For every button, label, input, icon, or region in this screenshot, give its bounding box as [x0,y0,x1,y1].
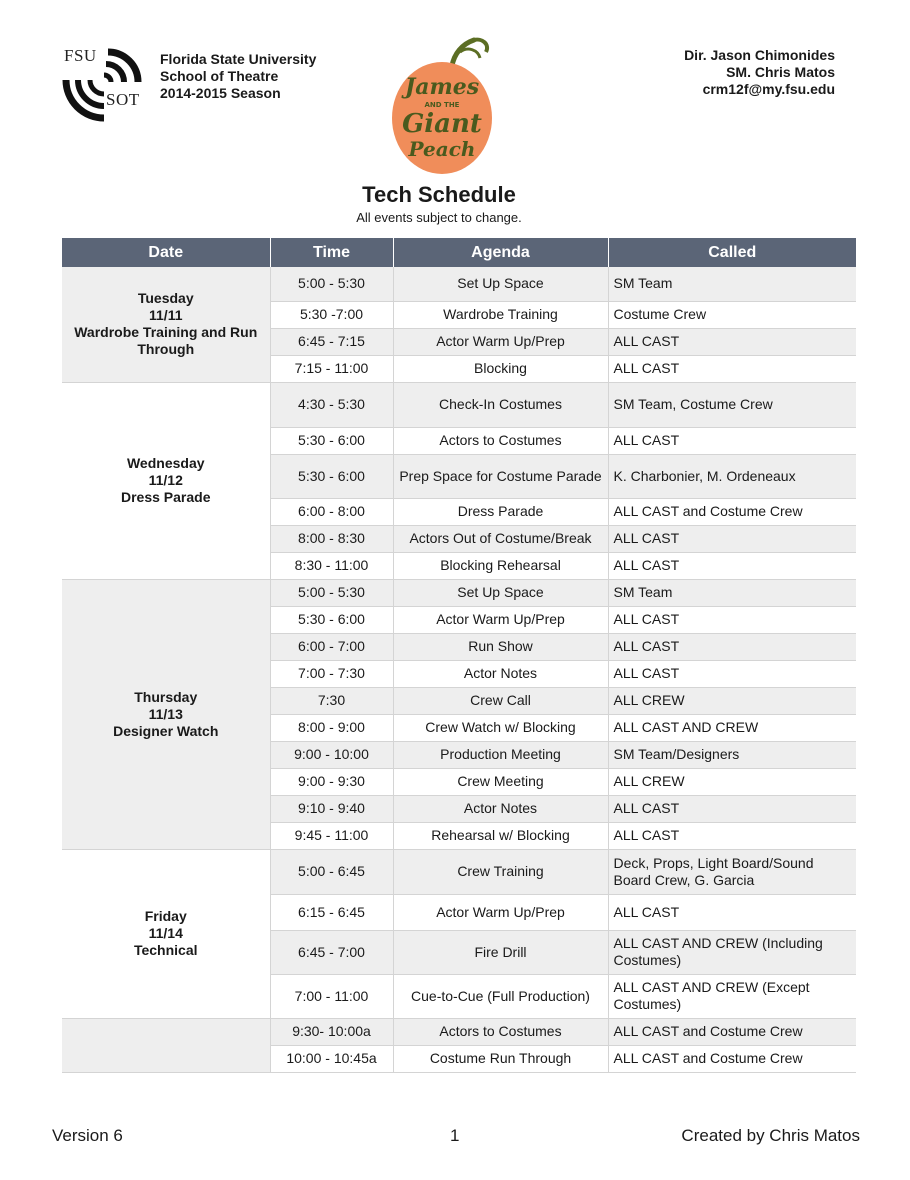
agenda-cell: Check-In Costumes [393,382,608,427]
contact-email: crm12f@my.fsu.edu [702,81,835,97]
agenda-cell: Crew Call [393,687,608,714]
date-cell-line: 11/11 [149,307,183,324]
called-cell: ALL CAST [608,427,856,454]
time-cell: 6:00 - 8:00 [270,498,393,525]
time-cell: 7:30 [270,687,393,714]
time-cell: 9:00 - 9:30 [270,768,393,795]
called-cell: ALL CAST [608,795,856,822]
column-header-called: Called [608,238,856,267]
time-cell: 4:30 - 5:30 [270,382,393,427]
called-cell: ALL CAST AND CREW (Except Costumes) [608,974,856,1018]
peach-word-james: James [404,74,480,100]
called-cell: ALL CAST and Costume Crew [608,1045,856,1072]
called-cell: Costume Crew [608,301,856,328]
contacts [684,47,835,98]
called-cell: ALL CAST [608,606,856,633]
table-body [62,267,856,1072]
date-cell [62,579,270,849]
date-cell-line: Friday [144,908,187,924]
footer-version: Version 6 [52,1126,123,1145]
fsu-sot-logo [62,42,152,122]
agenda-cell: Run Show [393,633,608,660]
time-cell: 6:45 - 7:15 [270,328,393,355]
date-cell-line: 11/14 [148,925,183,941]
time-cell: 5:00 - 5:30 [270,579,393,606]
agenda-cell: Blocking [393,355,608,382]
column-header-agenda: Agenda [393,238,608,267]
date-cell [62,267,270,382]
agenda-cell: Actor Notes [393,660,608,687]
school-line: 2014-2015 Season [160,85,281,101]
peach-word-giant: Giant [402,109,482,139]
agenda-cell: Prep Space for Costume Parade [393,454,608,498]
agenda-cell: Crew Watch w/ Blocking [393,714,608,741]
agenda-cell: Dress Parade [393,498,608,525]
date-cell-line: Tuesday [137,290,194,307]
contact-stage-manager: SM. Chris Matos [726,64,835,80]
contact-director: Dir. Jason Chimonides [684,47,835,63]
agenda-cell: Actors Out of Costume/Break [393,525,608,552]
date-cell-line: Dress Parade [120,489,211,505]
time-cell: 9:30- 10:00a [270,1018,393,1045]
called-cell: ALL CAST [608,822,856,849]
agenda-cell: Blocking Rehearsal [393,552,608,579]
agenda-cell: Costume Run Through [393,1045,608,1072]
agenda-cell: Actor Notes [393,795,608,822]
time-cell: 9:10 - 9:40 [270,795,393,822]
time-cell: 5:00 - 5:30 [270,267,393,301]
time-cell: 5:30 - 6:00 [270,427,393,454]
time-cell: 5:00 - 6:45 [270,849,393,894]
called-cell: ALL CAST and Costume Crew [608,1018,856,1045]
called-cell: ALL CAST [608,328,856,355]
peach-word-and-the: AND THE [424,101,460,109]
school-info [160,51,316,102]
agenda-cell: Wardrobe Training [393,301,608,328]
date-cell-line: 11/13 [148,705,183,722]
table-row [62,382,856,427]
table-row [62,267,856,301]
agenda-cell: Actors to Costumes [393,1018,608,1045]
page-subtitle: All events subject to change. [356,210,522,225]
agenda-cell: Crew Training [393,849,608,894]
time-cell: 7:00 - 7:30 [270,660,393,687]
called-cell: ALL CAST and Costume Crew [608,498,856,525]
column-header-date: Date [62,238,270,267]
time-cell: 5:30 -7:00 [270,301,393,328]
called-cell: SM Team/Designers [608,741,856,768]
called-cell: ALL CAST [608,355,856,382]
logo-text-fsu: FSU [64,46,97,65]
time-cell: 6:45 - 7:00 [270,930,393,974]
called-cell: ALL CAST [608,894,856,930]
peach-word-peach: Peach [408,137,476,161]
date-cell [62,849,270,1018]
agenda-cell: Actor Warm Up/Prep [393,328,608,355]
page-title: Tech Schedule [362,182,516,207]
time-cell: 7:15 - 11:00 [270,355,393,382]
called-cell: K. Charbonier, M. Ordeneaux [608,454,856,498]
date-cell-line: Thursday [134,688,198,705]
called-cell: ALL CAST [608,525,856,552]
called-cell: SM Team [608,579,856,606]
agenda-cell: Actor Warm Up/Prep [393,606,608,633]
time-cell: 5:30 - 6:00 [270,606,393,633]
footer-credit: Created by Chris Matos [681,1126,860,1145]
date-cell-line: Wednesday [126,455,205,471]
agenda-cell: Set Up Space [393,267,608,301]
called-cell: SM Team, Costume Crew [608,382,856,427]
time-cell: 7:00 - 11:00 [270,974,393,1018]
date-cell-line: Wardrobe Training and Run Through [74,324,258,358]
called-cell: Deck, Props, Light Board/Sound Board Crew, G. Garcia [608,849,856,894]
table-row [62,1018,856,1045]
called-cell: ALL CAST AND CREW (Including Costumes) [608,930,856,974]
time-cell: 5:30 - 6:00 [270,454,393,498]
called-cell: ALL CREW [608,768,856,795]
school-line: Florida State University [160,51,317,67]
called-cell: ALL CAST AND CREW [608,714,856,741]
table-header-row [62,238,856,267]
peach-show-logo [382,36,500,176]
footer-page-number: 1 [450,1126,460,1145]
table-row [62,579,856,606]
date-cell-line: Technical [133,942,198,958]
table-row [62,849,856,894]
logo-text-sot: SOT [106,90,140,109]
agenda-cell: Production Meeting [393,741,608,768]
school-line: School of Theatre [160,68,279,84]
called-cell: SM Team [608,267,856,301]
tech-schedule-table [62,238,856,1073]
date-cell-line: Designer Watch [113,722,219,739]
agenda-cell: Actor Warm Up/Prep [393,894,608,930]
time-cell: 10:00 - 10:45a [270,1045,393,1072]
agenda-cell: Crew Meeting [393,768,608,795]
agenda-cell: Actors to Costumes [393,427,608,454]
column-header-time: Time [270,238,393,267]
agenda-cell: Set Up Space [393,579,608,606]
called-cell: ALL CAST [608,633,856,660]
time-cell: 8:30 - 11:00 [270,552,393,579]
agenda-cell: Rehearsal w/ Blocking [393,822,608,849]
date-cell-line: 11/12 [148,472,183,488]
called-cell: ALL CREW [608,687,856,714]
agenda-cell: Fire Drill [393,930,608,974]
called-cell: ALL CAST [608,552,856,579]
date-cell [62,382,270,579]
time-cell: 6:00 - 7:00 [270,633,393,660]
time-cell: 8:00 - 8:30 [270,525,393,552]
agenda-cell: Cue-to-Cue (Full Production) [393,974,608,1018]
time-cell: 8:00 - 9:00 [270,714,393,741]
time-cell: 9:45 - 11:00 [270,822,393,849]
time-cell: 6:15 - 6:45 [270,894,393,930]
time-cell: 9:00 - 10:00 [270,741,393,768]
date-cell [62,1018,270,1072]
called-cell: ALL CAST [608,660,856,687]
